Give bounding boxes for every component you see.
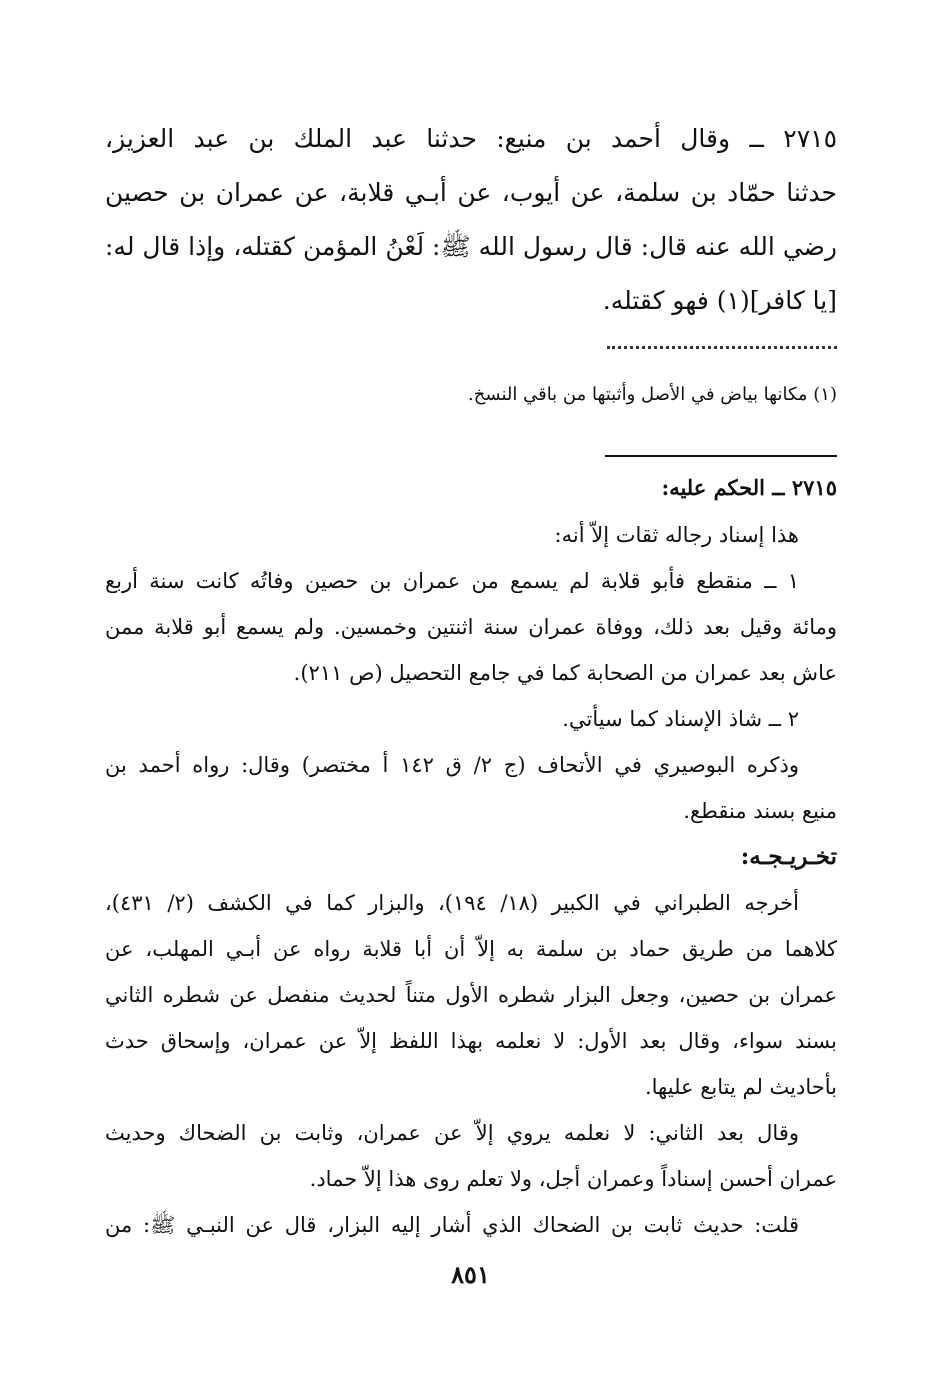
judgment-heading: ٢٧١٥ ــ الحكم عليه: (661, 475, 837, 500)
section-divider (605, 455, 837, 457)
busiri-line-2: منيع بسند منقطع. (683, 799, 837, 823)
hadith-text (105, 112, 837, 328)
judgment-point-1 (105, 558, 837, 696)
judgment-intro-line: هذا إسناد رجاله ثقات إلاّ أنه: (554, 523, 799, 547)
takhrij-p1-line-2: كلاهما من طريق حماد بن سلمة به إلاّ أن أبا قلابة رواه عن أبـي المهلب، عن (105, 937, 837, 961)
busiri-paragraph (105, 742, 837, 834)
point1-line-2: ومائة وقيل بعد ذلك، ووفاة عمران سنة اثنتين وخمسين. ولم يسمع أبو قلابة ممن (105, 615, 837, 639)
takhrij-heading: تخـريـجـه: (740, 843, 837, 870)
hadith-line-3: رضي الله عنه قال: قال رسول الله ﷺ: لَعْنُ المؤمن كقتله، وإذا قال له: (105, 232, 837, 261)
takhrij-p1-line-5: بأحاديث لم يتابع عليها. (644, 1075, 837, 1099)
takhrij-p3-line-1: قلت: حديث ثابت بن الضحاك الذي أشار إليه البزار، قال عن النبـي ﷺ: من (105, 1213, 799, 1237)
takhrij-p2-line-1: وقال بعد الثاني: لا نعلمه يروي إلاّ عن عمران، وثابت بن الضحاك وحديث (105, 1121, 799, 1145)
busiri-line-1: وذكره البوصيري في الأتحاف (ج ٢/ ق ١٤٢ أ مختصر) وقال: رواه أحمد بن (105, 753, 799, 777)
takhrij-heading-wrap (105, 834, 837, 880)
point1-line-1: ١ ــ منقطع فأبو قلابة لم يسمع من عمران بن حصين وفاتُه كانت سنة أربع (105, 569, 799, 593)
takhrij-paragraph-2 (105, 1110, 837, 1202)
point1-line-3: عاش بعد عمران من الصحابة كما في جامع التحصيل (ص ٢١١). (293, 661, 837, 685)
footnote: (١) مكانها بياض في الأصل وأثبتها من باقي النسخ. (468, 384, 837, 405)
takhrij-p1-line-4: بسند سواء، وقال بعد الأول: لا نعلمه بهذا اللفظ إلاّ عن عمران، وإسحاق حدث (105, 1029, 837, 1053)
takhrij-p1-line-1: أخرجه الطبراني في الكبير (١٨/ ١٩٤)، والبزار كما في الكشف (٢/ ٤٣١)، (105, 891, 799, 915)
judgment-point-2 (105, 696, 837, 742)
footnote-separator (607, 346, 837, 349)
hadith-line-1: ٢٧١٥ ــ وقال أحمد بن منيع: حدثنا عبد الملك بن عبد العزيز، (105, 124, 837, 153)
takhrij-p1-line-3: عمران بن حصين، وجعل البزار شطره الأول متناً لحديث منفصل عن شطره الثاني (105, 983, 837, 1007)
takhrij-p2-line-2: عمران أحسن إسناداً وعمران أجل، ولا تعلم روى هذا إلاّ حماد. (309, 1167, 837, 1191)
takhrij-paragraph-1 (105, 880, 837, 1110)
takhrij-paragraph-3 (105, 1202, 837, 1248)
hadith-line-4: [يا كافر](١) فهو كقتله. (602, 286, 837, 315)
page-number: ٨٥١ (451, 1260, 490, 1289)
hadith-line-2: حدثنا حمّاد بن سلمة، عن أيوب، عن أبـي قلابة، عن عمران بن حصين (105, 178, 837, 207)
point2-line: ٢ ــ شاذ الإسناد كما سيأتي. (562, 707, 799, 731)
commentary (105, 512, 837, 1248)
judgment-intro (105, 512, 837, 558)
